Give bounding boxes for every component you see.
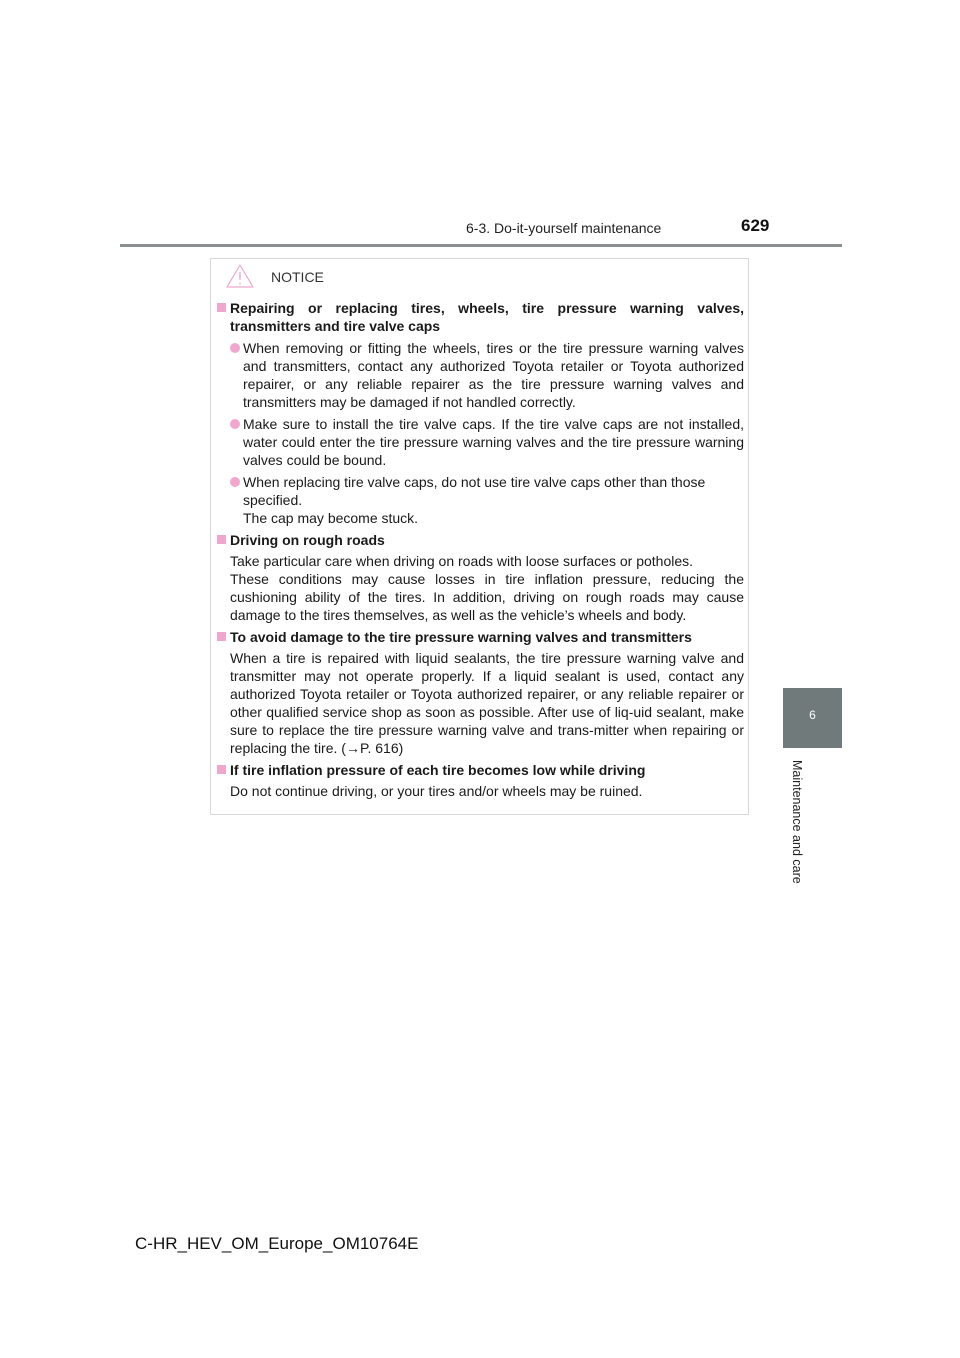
square-bullet-icon — [217, 632, 226, 641]
section-text — [217, 782, 744, 800]
section-heading-text: Driving on rough roads — [230, 532, 385, 548]
bullet-text: The cap may become stuck. — [243, 510, 419, 526]
section-heading — [217, 761, 744, 779]
bullet-item — [217, 339, 744, 411]
notice-section — [217, 628, 744, 757]
paragraph: These conditions may cause losses in tire inflation pressure, reducing the cushioning ability of the tires. In addition, driving on rough roads may cause damage to the tires themselves, as well as the vehicle’s wheels and body. — [230, 571, 744, 623]
paragraph: Take particular care when driving on roads with loose surfaces or potholes. — [230, 553, 694, 569]
notice-body — [217, 299, 744, 804]
header-section-title: 6-3. Do-it-yourself maintenance — [466, 220, 662, 236]
paragraph: Do not continue driving, or your tires and/or wheels may be ruined. — [230, 783, 643, 799]
chapter-label: Maintenance and care — [790, 760, 804, 884]
page-number: 629 — [741, 216, 770, 235]
header-rule — [120, 244, 842, 247]
round-bullet-icon — [230, 419, 240, 429]
notice-section — [217, 531, 744, 624]
section-heading — [217, 531, 744, 549]
notice-section — [217, 761, 744, 800]
square-bullet-icon — [217, 765, 226, 774]
bullet-item — [217, 415, 744, 469]
section-heading-text: If tire inflation pressure of each tire becomes low while driving — [230, 762, 646, 778]
chapter-tab — [783, 688, 842, 748]
paragraph: When a tire is repaired with liquid sealants, the tire pressure warning valve and transmitter may not operate properly. If a liquid sealant is used, contact any authorized Toyota retailer or Toyota authorized repairer, or any reliable repairer or other qualified service shop as soon as possible. After use of liq-uid sealant, make sure to replace the tire pressure warning valve and trans-mitter when repairing or replacing the tire. (→P. 616) — [230, 650, 744, 756]
round-bullet-icon — [230, 343, 240, 353]
document-code: C-HR_HEV_OM_Europe_OM10764E — [135, 1234, 419, 1253]
section-heading-text: Repairing or replacing tires, wheels, tire pressure warning valves, transmitters and tire valve caps — [230, 300, 744, 334]
notice-title: NOTICE — [271, 269, 324, 285]
section-heading-text: To avoid damage to the tire pressure warning valves and transmitters — [230, 629, 692, 645]
bullet-text: Make sure to install the tire valve caps. If the tire valve caps are not installed, water could enter the tire pressure warning valves and the tire pressure warning valves could be bound. — [243, 416, 744, 468]
bullet-text: When replacing tire valve caps, do not use tire valve caps other than those specified. — [243, 474, 706, 508]
notice-section — [217, 299, 744, 527]
bullet-text: When removing or fitting the wheels, tires or the tire pressure warning valves and transmitters, contact any authorized Toyota retailer or Toyota authorized repairer, or any reliable repairer as the tire pressure warning valves and transmitters may be damaged if not handled correctly. — [243, 340, 744, 410]
section-heading — [217, 628, 744, 646]
bullet-item — [217, 473, 744, 527]
section-text — [217, 552, 744, 624]
section-heading — [217, 299, 744, 335]
chapter-tab-number: 6 — [809, 708, 816, 722]
notice-box — [210, 258, 749, 815]
square-bullet-icon — [217, 535, 226, 544]
section-text — [217, 649, 744, 757]
round-bullet-icon — [230, 477, 240, 487]
square-bullet-icon — [217, 303, 226, 312]
